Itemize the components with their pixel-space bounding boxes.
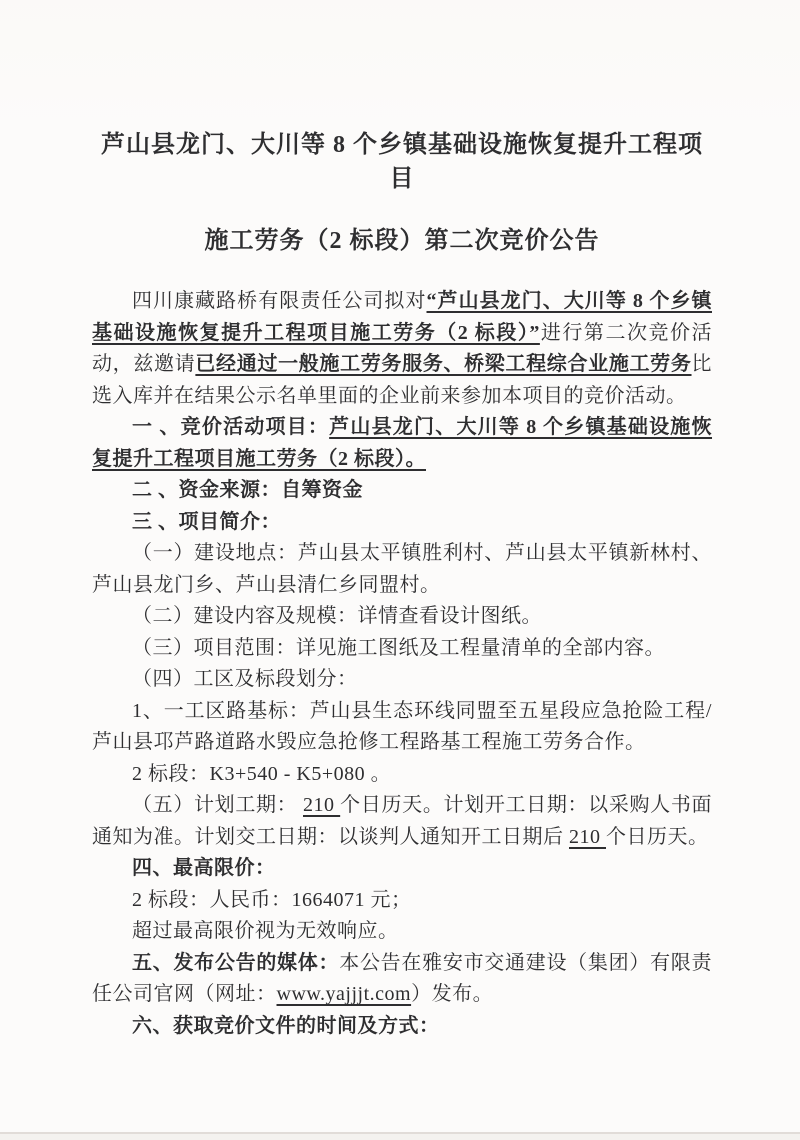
document-title-line1: 芦山县龙门、大川等 8 个乡镇基础设施恢复提升工程项目 xyxy=(101,132,703,192)
text-segment: 五、发布公告的媒体： xyxy=(132,951,340,974)
text-segment: ）发布。 xyxy=(411,983,494,1005)
document-body xyxy=(92,286,712,1042)
text-segment: （二）建设内容及规模：详情查看设计图纸。 xyxy=(132,605,542,627)
paragraph xyxy=(92,633,712,665)
text-segment: 2 标段：人民币：1664071 元； xyxy=(132,888,412,911)
text-segment: （一）建设地点：芦山县太平镇胜利村、芦山县太平镇新林村、芦山县龙门乡、芦山县清仁乡同盟村。 xyxy=(92,542,712,596)
paragraph xyxy=(92,1011,712,1043)
text-segment: 2 标段：K3+540 - K5+080 。 xyxy=(132,762,392,785)
text-segment: 已经通过一般施工劳务服务、桥梁工程综合业施工劳务 xyxy=(195,353,692,375)
page-bottom-edge xyxy=(0,1132,800,1134)
paragraph xyxy=(92,507,712,539)
text-segment: 个日历天。计划开工日期：以采购人书面通知为准。计划交工日期：以谈判人通知开工日期后 xyxy=(92,794,713,848)
paragraph xyxy=(92,759,712,791)
paragraph xyxy=(92,286,712,412)
text-segment: 芦山县龙门、大川等 8 个乡镇基础设施恢复提升工程项目施工劳务（2 标段）。 xyxy=(92,416,713,470)
text-segment: 二 、资金来源：自筹资金 xyxy=(132,479,363,501)
paragraph xyxy=(92,601,712,633)
text-segment: “芦山县龙门、大川等 8 个乡镇基础设施恢复提升工程项目施工劳务（2 标段）” xyxy=(92,290,712,344)
text-segment: 本公告在雅安市交通建设（集团）有限责任公司官网（网址： xyxy=(92,951,713,1005)
paragraph xyxy=(92,538,712,601)
text-segment: 四、最高限价： xyxy=(132,857,276,879)
text-segment: 个日历天。 xyxy=(606,825,709,848)
paragraph xyxy=(92,412,712,475)
document-title-line2: 施工劳务（2 标段）第二次竞价公告 xyxy=(204,228,600,254)
text-segment: 210 xyxy=(569,825,606,848)
text-segment: （三）项目范围：详见施工图纸及工程量清单的全部内容。 xyxy=(132,636,665,659)
text-segment: 三 、项目简介： xyxy=(132,510,281,533)
website-url-text: www.yajjjt.com xyxy=(276,983,412,1005)
text-segment: 超过最高限价视为无效响应。 xyxy=(132,920,399,942)
text-segment: （五）计划工期： xyxy=(132,794,303,816)
paragraph xyxy=(92,853,712,885)
text-segment: 一 、竞价活动项目： xyxy=(132,416,330,438)
paragraph xyxy=(92,790,712,853)
paragraph xyxy=(92,948,712,1011)
paragraph xyxy=(92,664,712,696)
text-segment: 1、一工区路基标：芦山县生态环线同盟至五星段应急抢险工程/芦山县邛芦路道路水毁应急抢修工程路基工程施工劳务合作。 xyxy=(92,699,712,753)
paragraph xyxy=(92,475,712,507)
text-segment: 四川康藏路桥有限责任公司拟对 xyxy=(132,290,427,312)
text-segment: 210 xyxy=(303,794,341,816)
text-segment: （四）工区及标段划分： xyxy=(132,668,358,690)
paragraph xyxy=(92,696,712,759)
text-segment: 六、获取竞价文件的时间及方式： xyxy=(132,1014,440,1037)
text-segment: 比选入库并在结果公示名单里面的企业前来参加本项目的竞价活动。 xyxy=(92,353,713,407)
text-segment: 进行第二次竞价活动，兹邀请 xyxy=(92,321,713,375)
paragraph xyxy=(92,916,712,948)
scan-bottom-shade xyxy=(0,1134,800,1140)
paragraph xyxy=(92,885,712,917)
